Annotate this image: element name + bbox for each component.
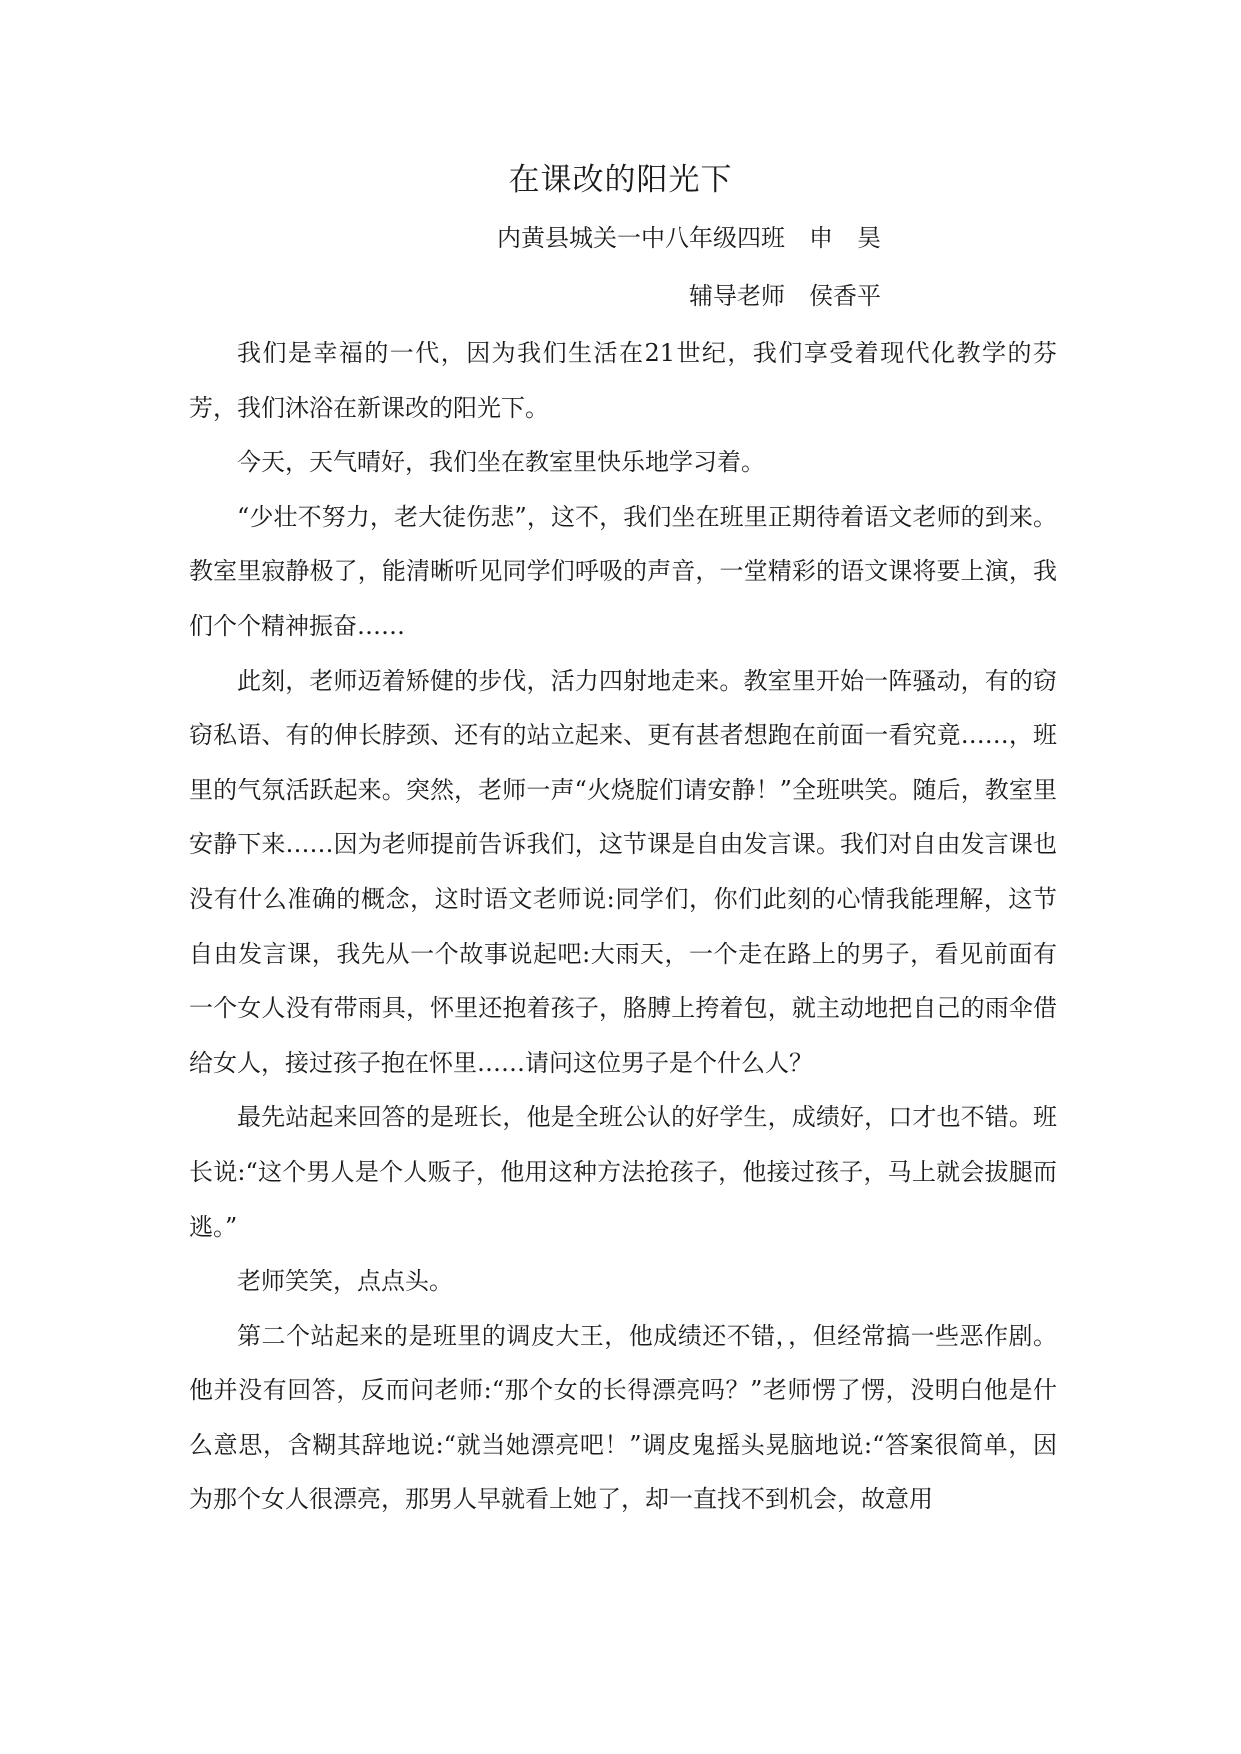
paragraph: 第二个站起来的是班里的调皮大王，他成绩还不错，，但经常搞一些恶作剧。他并没有回答，反而问老师:“那个女的长得漂亮吗？”老师愣了愣，没明白他是什么意思，含糊其辞地说:“就当她漂亮吧！”调皮鬼摇头晃脑地说:“答案很简单，因为那个女人很漂亮，那男人早就看上她了，却一直找不到机会，故意用 xyxy=(189,1321,1057,1514)
paragraph: 我们是幸福的一代，因为我们生活在21世纪，我们享受着现代化教学的芬芳，我们沐浴在新课改的阳光下。 xyxy=(189,339,1057,422)
paragraph: 今天，天气晴好，我们坐在教室里快乐地学习着。 xyxy=(237,448,765,477)
paragraph: “少壮不努力，老大徒伤悲”，这不，我们坐在班里正期待着语文老师的到来。教室里寂静极了，能清晰听见同学们呼吸的声音，一堂精彩的语文课将要上演，我们个个精神振奋…… xyxy=(189,502,1057,640)
author-line: 内黄县城关一中八年级四班 申 昊 xyxy=(497,224,881,252)
advisor-line: 辅导老师 侯香平 xyxy=(689,282,881,310)
article-title: 在课改的阳光下 xyxy=(508,162,733,198)
article-body xyxy=(189,326,1057,1527)
paragraph: 最先站起来回答的是班长，他是全班公认的好学生，成绩好，口才也不错。班长说:“这个男人是个人贩子，他用这种方法抢孩子，他接过孩子，马上就会拔腿而逃。” xyxy=(189,1103,1057,1241)
paragraph: 此刻，老师迈着矫健的步伐，活力四射地走来。教室里开始一阵骚动，有的窃窃私语、有的伸长脖颈、还有的站立起来、更有甚者想跑在前面一看究竟……，班里的气氛活跃起来。突然，老师一声“火烧腚们请安静！”全班哄笑。随后，教室里安静下来……因为老师提前告诉我们，这节课是自由发言课。我们对自由发言课也没有什么准确的概念，这时语文老师说:同学们，你们此刻的心情我能理解，这节自由发言课，我先从一个故事说起吧:大雨天，一个走在路上的男子，看见前面有一个女人没有带雨具，怀里还抱着孩子，胳膊上挎着包，就主动地把自己的雨伞借给女人，接过孩子抱在怀里……请问这位男子是个什么人？ xyxy=(189,666,1057,1077)
paragraph: 老师笑笑，点点头。 xyxy=(237,1267,453,1296)
